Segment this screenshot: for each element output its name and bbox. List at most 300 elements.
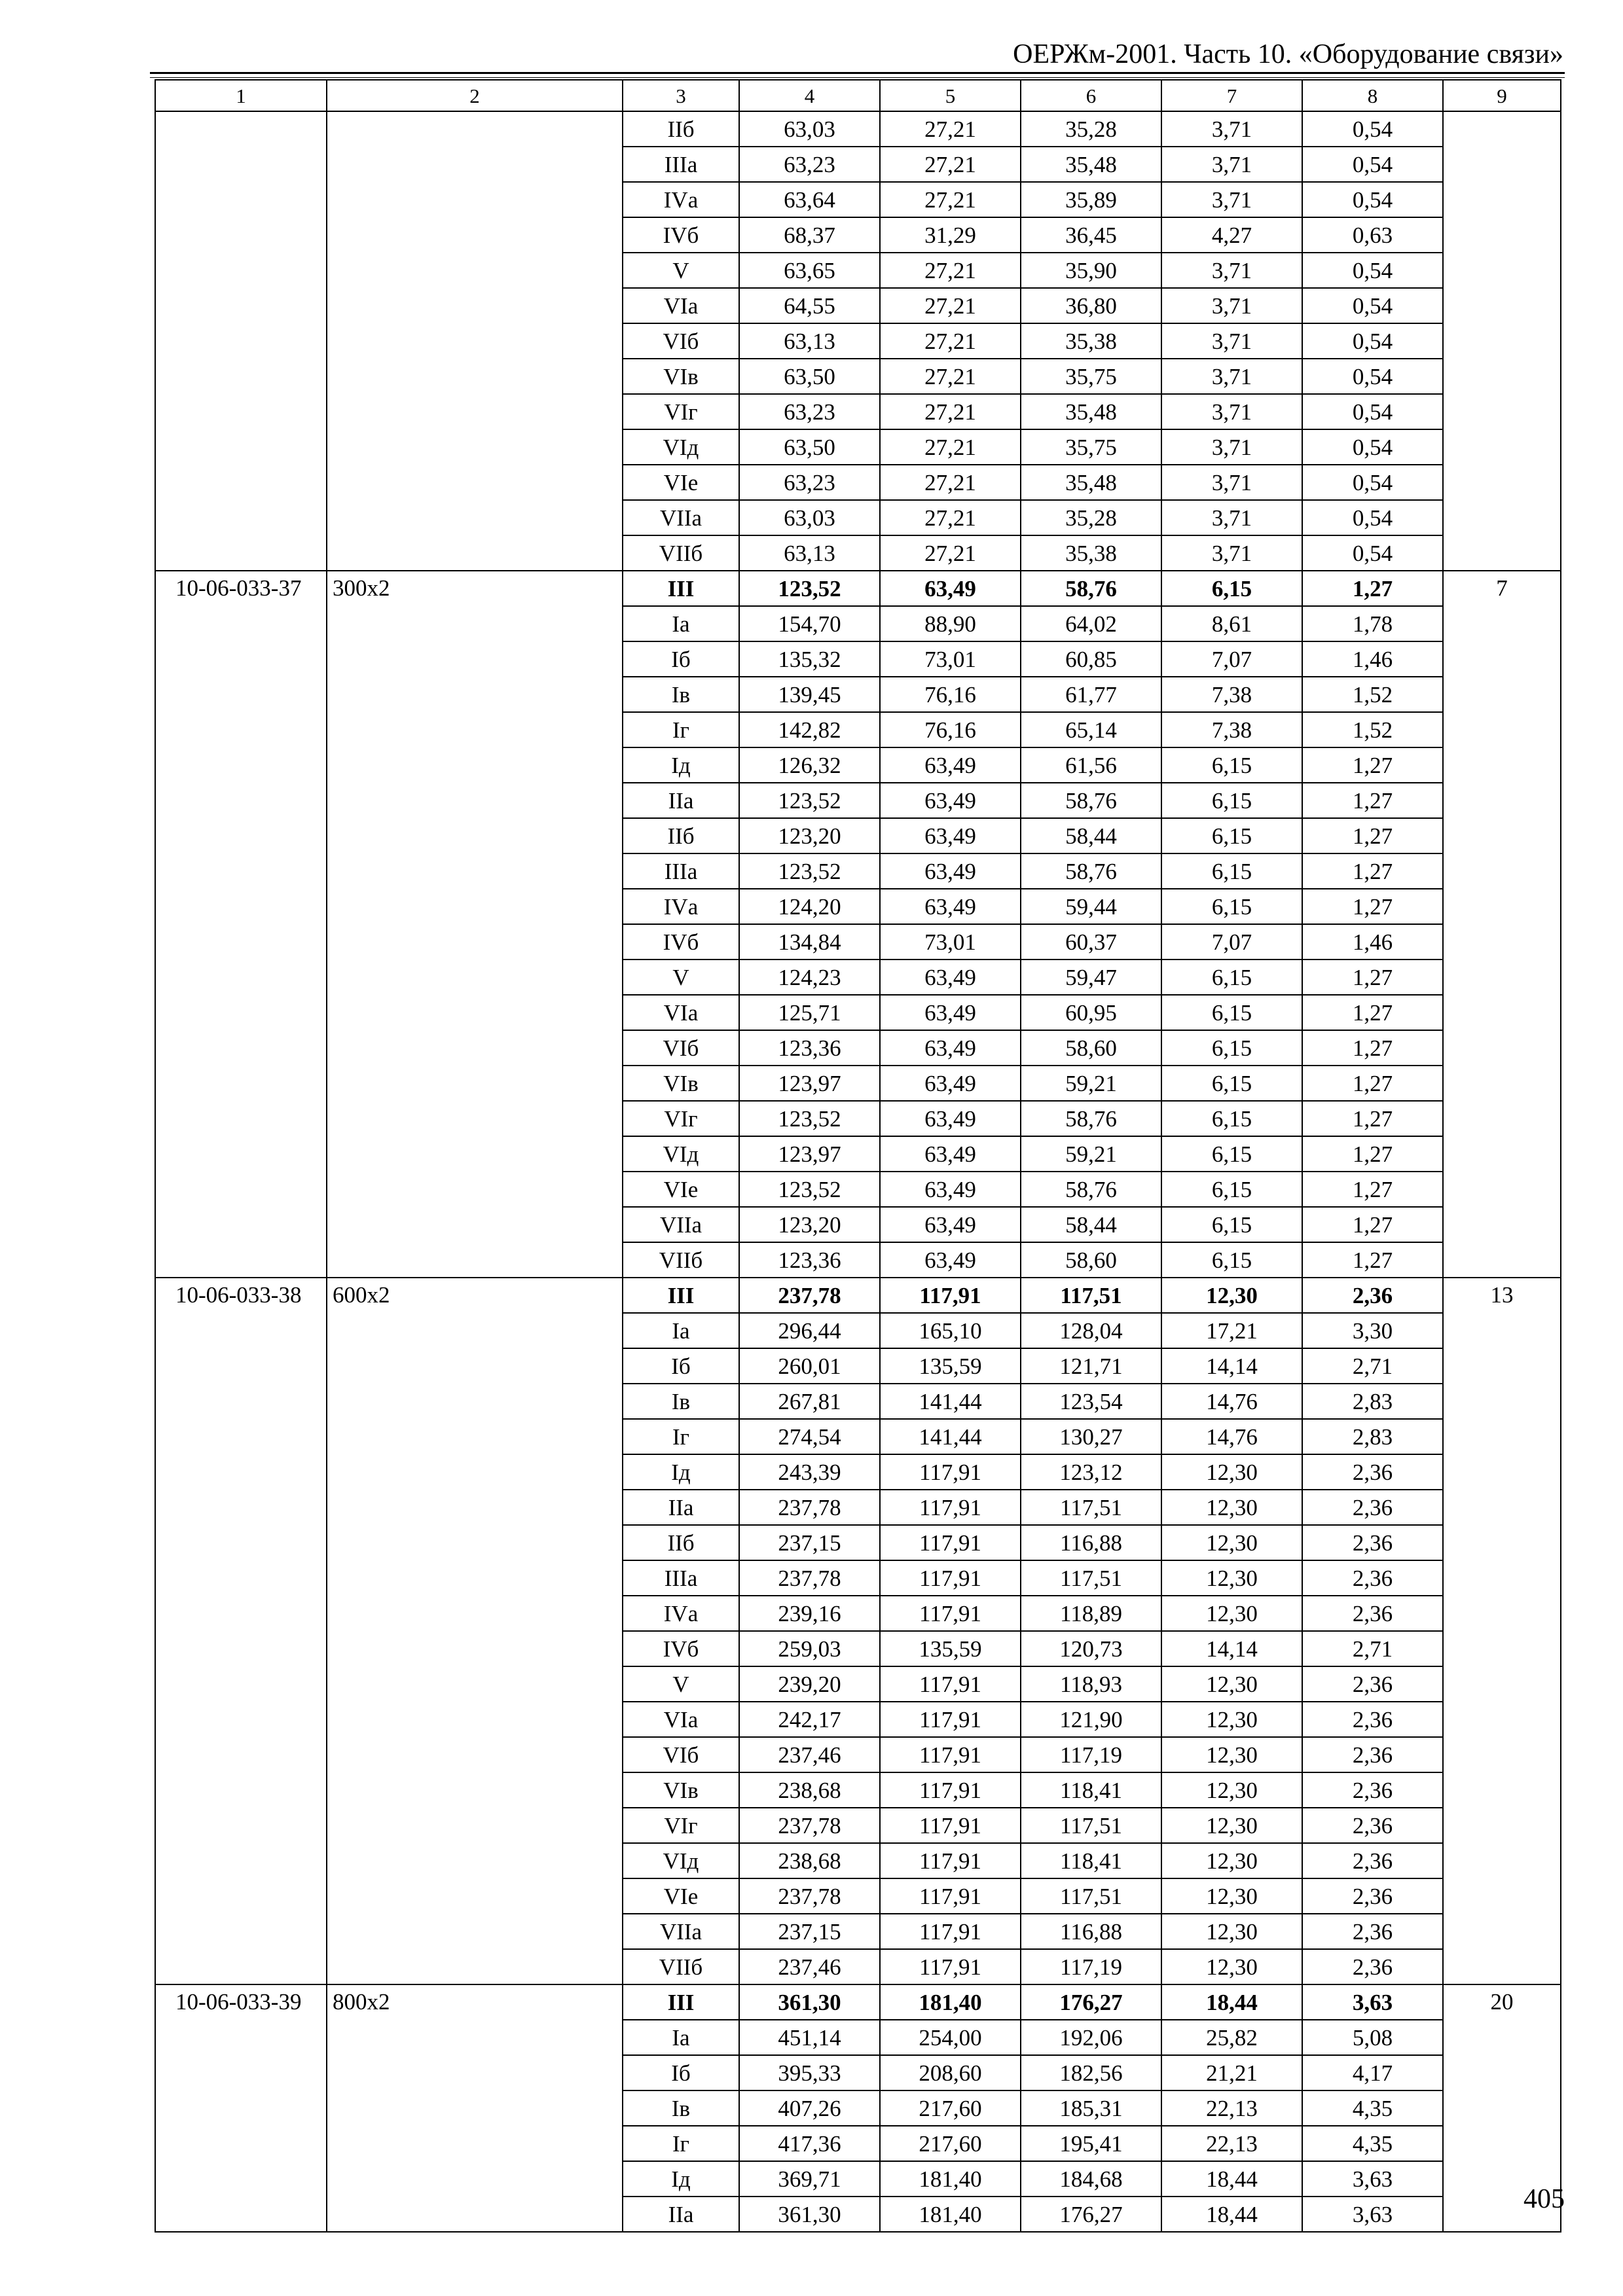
value-cell: 237,15 (739, 1914, 880, 1949)
value-cell: 3,30 (1302, 1313, 1443, 1348)
value-cell: 238,68 (739, 1843, 880, 1878)
value-cell: 3,71 (1161, 359, 1302, 394)
value-cell: 118,41 (1021, 1772, 1161, 1808)
value-cell: 118,93 (1021, 1666, 1161, 1702)
value-cell: 12,30 (1161, 1737, 1302, 1772)
page-number: 405 (1523, 2184, 1565, 2214)
value-cell: 3,71 (1161, 394, 1302, 429)
value-cell: 1,52 (1302, 677, 1443, 712)
zone-cell: IVб (623, 217, 739, 253)
value-cell: 117,91 (880, 1808, 1021, 1843)
value-cell: 27,21 (880, 359, 1021, 394)
value-cell: 128,04 (1021, 1313, 1161, 1348)
zone-cell: VIв (623, 1066, 739, 1101)
value-cell: 12,30 (1161, 1772, 1302, 1808)
value-cell: 63,03 (739, 500, 880, 535)
zone-cell: Iб (623, 641, 739, 677)
value-cell: 27,21 (880, 535, 1021, 571)
value-cell: 118,89 (1021, 1596, 1161, 1631)
value-cell: 7,38 (1161, 712, 1302, 747)
value-cell: 1,27 (1302, 853, 1443, 889)
col9-value: 20 (1443, 1984, 1561, 2232)
value-cell: 1,27 (1302, 1242, 1443, 1278)
value-cell: 35,75 (1021, 359, 1161, 394)
value-cell: 176,27 (1021, 1984, 1161, 2020)
value-cell: 1,27 (1302, 960, 1443, 995)
value-cell: 12,30 (1161, 1525, 1302, 1560)
value-cell: 1,27 (1302, 1136, 1443, 1172)
value-cell: 36,80 (1021, 288, 1161, 323)
value-cell: 134,84 (739, 924, 880, 960)
value-cell: 27,21 (880, 500, 1021, 535)
value-cell: 181,40 (880, 1984, 1021, 2020)
value-cell: 6,15 (1161, 571, 1302, 606)
value-cell: 116,88 (1021, 1914, 1161, 1949)
value-cell: 59,21 (1021, 1136, 1161, 1172)
zone-cell: IVа (623, 889, 739, 924)
value-cell: 1,52 (1302, 712, 1443, 747)
item-size: 300х2 (327, 571, 623, 1278)
value-cell: 63,50 (739, 429, 880, 465)
zone-cell: Iд (623, 2161, 739, 2197)
value-cell: 3,63 (1302, 1984, 1443, 2020)
value-cell: 60,85 (1021, 641, 1161, 677)
zone-cell: VIг (623, 394, 739, 429)
zone-cell: VIг (623, 1808, 739, 1843)
value-cell: 6,15 (1161, 853, 1302, 889)
value-cell: 63,49 (880, 1207, 1021, 1242)
value-cell: 3,71 (1161, 288, 1302, 323)
value-cell: 12,30 (1161, 1702, 1302, 1737)
zone-cell: Iв (623, 1384, 739, 1419)
value-cell: 118,41 (1021, 1843, 1161, 1878)
col9-value: 13 (1443, 1278, 1561, 1984)
item-size: 600х2 (327, 1278, 623, 1984)
value-cell: 1,46 (1302, 924, 1443, 960)
value-cell: 0,63 (1302, 217, 1443, 253)
value-cell: 35,28 (1021, 111, 1161, 147)
value-cell: 217,60 (880, 2090, 1021, 2126)
value-cell: 117,51 (1021, 1808, 1161, 1843)
value-cell: 259,03 (739, 1631, 880, 1666)
value-cell: 242,17 (739, 1702, 880, 1737)
value-cell: 1,27 (1302, 995, 1443, 1030)
zone-cell: VIIа (623, 1207, 739, 1242)
value-cell: 63,49 (880, 783, 1021, 818)
value-cell: 35,89 (1021, 182, 1161, 217)
zone-cell: VIб (623, 1737, 739, 1772)
value-cell: 238,68 (739, 1772, 880, 1808)
value-cell: 4,27 (1161, 217, 1302, 253)
rates-table (155, 79, 1561, 2233)
value-cell: 14,14 (1161, 1631, 1302, 1666)
value-cell: 12,30 (1161, 1843, 1302, 1878)
value-cell: 2,36 (1302, 1878, 1443, 1914)
zone-cell: VIе (623, 1172, 739, 1207)
value-cell: 121,90 (1021, 1702, 1161, 1737)
value-cell: 14,14 (1161, 1348, 1302, 1384)
zone-cell: Iг (623, 712, 739, 747)
zone-cell: VIб (623, 1030, 739, 1066)
value-cell: 35,48 (1021, 465, 1161, 500)
rate-code (155, 111, 327, 571)
value-cell: 63,13 (739, 535, 880, 571)
value-cell: 35,90 (1021, 253, 1161, 288)
value-cell: 58,44 (1021, 1207, 1161, 1242)
value-cell: 63,49 (880, 1066, 1021, 1101)
value-cell: 135,59 (880, 1631, 1021, 1666)
value-cell: 76,16 (880, 677, 1021, 712)
value-cell: 35,48 (1021, 394, 1161, 429)
zone-cell: IIIа (623, 1560, 739, 1596)
zone-cell: IIа (623, 783, 739, 818)
value-cell: 120,73 (1021, 1631, 1161, 1666)
value-cell: 0,54 (1302, 253, 1443, 288)
value-cell: 117,91 (880, 1772, 1021, 1808)
value-cell: 142,82 (739, 712, 880, 747)
value-cell: 63,23 (739, 147, 880, 182)
value-cell: 6,15 (1161, 889, 1302, 924)
value-cell: 63,49 (880, 995, 1021, 1030)
zone-cell: VIа (623, 288, 739, 323)
value-cell: 27,21 (880, 111, 1021, 147)
value-cell: 27,21 (880, 147, 1021, 182)
value-cell: 35,48 (1021, 147, 1161, 182)
value-cell: 1,27 (1302, 783, 1443, 818)
value-cell: 239,20 (739, 1666, 880, 1702)
value-cell: 184,68 (1021, 2161, 1161, 2197)
zone-cell: VIд (623, 1843, 739, 1878)
value-cell: 123,97 (739, 1066, 880, 1101)
col9-value (1443, 111, 1561, 571)
value-cell: 4,35 (1302, 2090, 1443, 2126)
value-cell: 417,36 (739, 2126, 880, 2161)
value-cell: 63,49 (880, 818, 1021, 853)
value-cell: 3,71 (1161, 429, 1302, 465)
zone-cell: IIIа (623, 147, 739, 182)
value-cell: 3,71 (1161, 111, 1302, 147)
value-cell: 1,27 (1302, 818, 1443, 853)
value-cell: 35,38 (1021, 535, 1161, 571)
value-cell: 125,71 (739, 995, 880, 1030)
value-cell: 7,07 (1161, 641, 1302, 677)
value-cell: 237,46 (739, 1737, 880, 1772)
value-cell: 4,17 (1302, 2055, 1443, 2090)
value-cell: 369,71 (739, 2161, 880, 2197)
value-cell: 124,20 (739, 889, 880, 924)
value-cell: 165,10 (880, 1313, 1021, 1348)
value-cell: 63,49 (880, 747, 1021, 783)
table-row (155, 1984, 1561, 2020)
value-cell: 27,21 (880, 465, 1021, 500)
value-cell: 2,36 (1302, 1525, 1443, 1560)
col-num-7: 7 (1161, 80, 1302, 111)
value-cell: 3,71 (1161, 147, 1302, 182)
value-cell: 4,35 (1302, 2126, 1443, 2161)
value-cell: 1,27 (1302, 1066, 1443, 1101)
value-cell: 3,71 (1161, 253, 1302, 288)
value-cell: 123,54 (1021, 1384, 1161, 1419)
value-cell: 27,21 (880, 182, 1021, 217)
running-header: ОЕРЖм-2001. Часть 10. «Оборудование связи» (1013, 39, 1563, 69)
value-cell: 274,54 (739, 1419, 880, 1454)
value-cell: 73,01 (880, 924, 1021, 960)
value-cell: 3,71 (1161, 500, 1302, 535)
value-cell: 12,30 (1161, 1454, 1302, 1490)
value-cell: 3,71 (1161, 535, 1302, 571)
zone-cell: IIа (623, 1490, 739, 1525)
value-cell: 1,27 (1302, 571, 1443, 606)
value-cell: 2,36 (1302, 1596, 1443, 1631)
value-cell: 135,59 (880, 1348, 1021, 1384)
value-cell: 2,36 (1302, 1914, 1443, 1949)
value-cell: 63,49 (880, 1172, 1021, 1207)
col-num-5: 5 (880, 80, 1021, 111)
value-cell: 126,32 (739, 747, 880, 783)
value-cell: 0,54 (1302, 359, 1443, 394)
zone-cell: VIд (623, 1136, 739, 1172)
zone-cell: VIIб (623, 1242, 739, 1278)
value-cell: 6,15 (1161, 818, 1302, 853)
value-cell: 14,76 (1161, 1419, 1302, 1454)
value-cell: 2,36 (1302, 1772, 1443, 1808)
value-cell: 63,49 (880, 1136, 1021, 1172)
value-cell: 237,78 (739, 1808, 880, 1843)
value-cell: 35,38 (1021, 323, 1161, 359)
value-cell: 123,52 (739, 571, 880, 606)
value-cell: 2,36 (1302, 1490, 1443, 1525)
zone-cell: V (623, 960, 739, 995)
value-cell: 0,54 (1302, 500, 1443, 535)
value-cell: 0,54 (1302, 535, 1443, 571)
value-cell: 123,12 (1021, 1454, 1161, 1490)
value-cell: 0,54 (1302, 111, 1443, 147)
zone-cell: Iа (623, 606, 739, 641)
value-cell: 61,77 (1021, 677, 1161, 712)
value-cell: 6,15 (1161, 1172, 1302, 1207)
value-cell: 0,54 (1302, 465, 1443, 500)
value-cell: 0,54 (1302, 288, 1443, 323)
value-cell: 63,49 (880, 960, 1021, 995)
value-cell: 12,30 (1161, 1878, 1302, 1914)
value-cell: 117,51 (1021, 1278, 1161, 1313)
value-cell: 60,37 (1021, 924, 1161, 960)
value-cell: 141,44 (880, 1419, 1021, 1454)
value-cell: 6,15 (1161, 1101, 1302, 1136)
value-cell: 2,71 (1302, 1348, 1443, 1384)
value-cell: 130,27 (1021, 1419, 1161, 1454)
value-cell: 76,16 (880, 712, 1021, 747)
value-cell: 121,71 (1021, 1348, 1161, 1384)
table-row (155, 111, 1561, 147)
value-cell: 0,54 (1302, 182, 1443, 217)
col-num-9: 9 (1443, 80, 1561, 111)
value-cell: 117,91 (880, 1666, 1021, 1702)
table-row (155, 571, 1561, 606)
value-cell: 0,54 (1302, 394, 1443, 429)
value-cell: 117,91 (880, 1490, 1021, 1525)
value-cell: 63,49 (880, 1030, 1021, 1066)
value-cell: 117,51 (1021, 1560, 1161, 1596)
value-cell: 6,15 (1161, 995, 1302, 1030)
value-cell: 0,54 (1302, 147, 1443, 182)
value-cell: 17,21 (1161, 1313, 1302, 1348)
value-cell: 63,50 (739, 359, 880, 394)
value-cell: 117,51 (1021, 1878, 1161, 1914)
value-cell: 64,02 (1021, 606, 1161, 641)
value-cell: 117,91 (880, 1278, 1021, 1313)
value-cell: 1,46 (1302, 641, 1443, 677)
value-cell: 6,15 (1161, 1207, 1302, 1242)
value-cell: 63,49 (880, 853, 1021, 889)
zone-cell: IVа (623, 182, 739, 217)
value-cell: 8,61 (1161, 606, 1302, 641)
zone-cell: IVб (623, 1631, 739, 1666)
value-cell: 237,46 (739, 1949, 880, 1984)
value-cell: 123,52 (739, 853, 880, 889)
value-cell: 117,19 (1021, 1949, 1161, 1984)
value-cell: 58,60 (1021, 1242, 1161, 1278)
item-size: 800х2 (327, 1984, 623, 2232)
col-num-3: 3 (623, 80, 739, 111)
zone-cell: III (623, 1984, 739, 2020)
zone-cell: VIIа (623, 500, 739, 535)
header-rule-thick (150, 72, 1565, 74)
value-cell: 117,91 (880, 1454, 1021, 1490)
zone-cell: VIв (623, 1772, 739, 1808)
col-num-2: 2 (327, 80, 623, 111)
zone-cell: VIв (623, 359, 739, 394)
value-cell: 63,23 (739, 465, 880, 500)
zone-cell: IIб (623, 1525, 739, 1560)
zone-cell: Iа (623, 2020, 739, 2055)
value-cell: 2,36 (1302, 1454, 1443, 1490)
value-cell: 237,78 (739, 1278, 880, 1313)
value-cell: 6,15 (1161, 1030, 1302, 1066)
value-cell: 22,13 (1161, 2126, 1302, 2161)
value-cell: 6,15 (1161, 747, 1302, 783)
value-cell: 117,91 (880, 1878, 1021, 1914)
value-cell: 12,30 (1161, 1914, 1302, 1949)
col-num-1: 1 (155, 80, 327, 111)
value-cell: 63,64 (739, 182, 880, 217)
header-rule-thin (150, 77, 1565, 78)
value-cell: 27,21 (880, 323, 1021, 359)
value-cell: 192,06 (1021, 2020, 1161, 2055)
col-num-8: 8 (1302, 80, 1443, 111)
zone-cell: Iг (623, 2126, 739, 2161)
value-cell: 27,21 (880, 253, 1021, 288)
item-size (327, 111, 623, 571)
value-cell: 65,14 (1021, 712, 1161, 747)
value-cell: 63,49 (880, 1242, 1021, 1278)
zone-cell: III (623, 1278, 739, 1313)
value-cell: 2,36 (1302, 1666, 1443, 1702)
value-cell: 58,76 (1021, 783, 1161, 818)
value-cell: 208,60 (880, 2055, 1021, 2090)
value-cell: 2,36 (1302, 1843, 1443, 1878)
value-cell: 3,71 (1161, 465, 1302, 500)
value-cell: 1,27 (1302, 889, 1443, 924)
zone-cell: Iг (623, 1419, 739, 1454)
value-cell: 63,49 (880, 571, 1021, 606)
value-cell: 1,27 (1302, 1030, 1443, 1066)
value-cell: 117,91 (880, 1843, 1021, 1878)
zone-cell: VIIб (623, 1949, 739, 1984)
value-cell: 117,91 (880, 1737, 1021, 1772)
value-cell: 185,31 (1021, 2090, 1161, 2126)
value-cell: 3,63 (1302, 2197, 1443, 2232)
zone-cell: VIб (623, 323, 739, 359)
value-cell: 451,14 (739, 2020, 880, 2055)
value-cell: 58,76 (1021, 853, 1161, 889)
value-cell: 63,23 (739, 394, 880, 429)
value-cell: 123,52 (739, 1101, 880, 1136)
zone-cell: IIIа (623, 853, 739, 889)
col-num-4: 4 (739, 80, 880, 111)
value-cell: 25,82 (1161, 2020, 1302, 2055)
value-cell: 123,20 (739, 818, 880, 853)
value-cell: 176,27 (1021, 2197, 1161, 2232)
value-cell: 63,49 (880, 1101, 1021, 1136)
value-cell: 3,71 (1161, 182, 1302, 217)
table-row (155, 1278, 1561, 1313)
value-cell: 123,52 (739, 783, 880, 818)
value-cell: 117,91 (880, 1560, 1021, 1596)
value-cell: 21,21 (1161, 2055, 1302, 2090)
value-cell: 0,54 (1302, 429, 1443, 465)
value-cell: 6,15 (1161, 960, 1302, 995)
value-cell: 27,21 (880, 288, 1021, 323)
value-cell: 117,91 (880, 1525, 1021, 1560)
zone-cell: VIа (623, 995, 739, 1030)
rate-code: 10-06-033-39 (155, 1984, 327, 2232)
value-cell: 3,63 (1302, 2161, 1443, 2197)
value-cell: 243,39 (739, 1454, 880, 1490)
value-cell: 58,60 (1021, 1030, 1161, 1066)
value-cell: 73,01 (880, 641, 1021, 677)
value-cell: 12,30 (1161, 1278, 1302, 1313)
value-cell: 63,49 (880, 889, 1021, 924)
value-cell: 18,44 (1161, 1984, 1302, 2020)
value-cell: 31,29 (880, 217, 1021, 253)
value-cell: 239,16 (739, 1596, 880, 1631)
zone-cell: IIб (623, 111, 739, 147)
zone-cell: VIа (623, 1702, 739, 1737)
value-cell: 59,44 (1021, 889, 1161, 924)
col9-value: 7 (1443, 571, 1561, 1278)
value-cell: 12,30 (1161, 1560, 1302, 1596)
value-cell: 135,32 (739, 641, 880, 677)
value-cell: 117,19 (1021, 1737, 1161, 1772)
col-num-6: 6 (1021, 80, 1161, 111)
value-cell: 1,27 (1302, 1207, 1443, 1242)
zone-cell: IIб (623, 818, 739, 853)
zone-cell: VIе (623, 465, 739, 500)
value-cell: 117,91 (880, 1596, 1021, 1631)
value-cell: 2,83 (1302, 1384, 1443, 1419)
value-cell: 124,23 (739, 960, 880, 995)
value-cell: 237,78 (739, 1560, 880, 1596)
value-cell: 181,40 (880, 2197, 1021, 2232)
value-cell: 2,36 (1302, 1808, 1443, 1843)
value-cell: 14,76 (1161, 1384, 1302, 1419)
zone-cell: Iа (623, 1313, 739, 1348)
value-cell: 27,21 (880, 394, 1021, 429)
zone-cell: Iв (623, 2090, 739, 2126)
value-cell: 217,60 (880, 2126, 1021, 2161)
value-cell: 2,36 (1302, 1278, 1443, 1313)
